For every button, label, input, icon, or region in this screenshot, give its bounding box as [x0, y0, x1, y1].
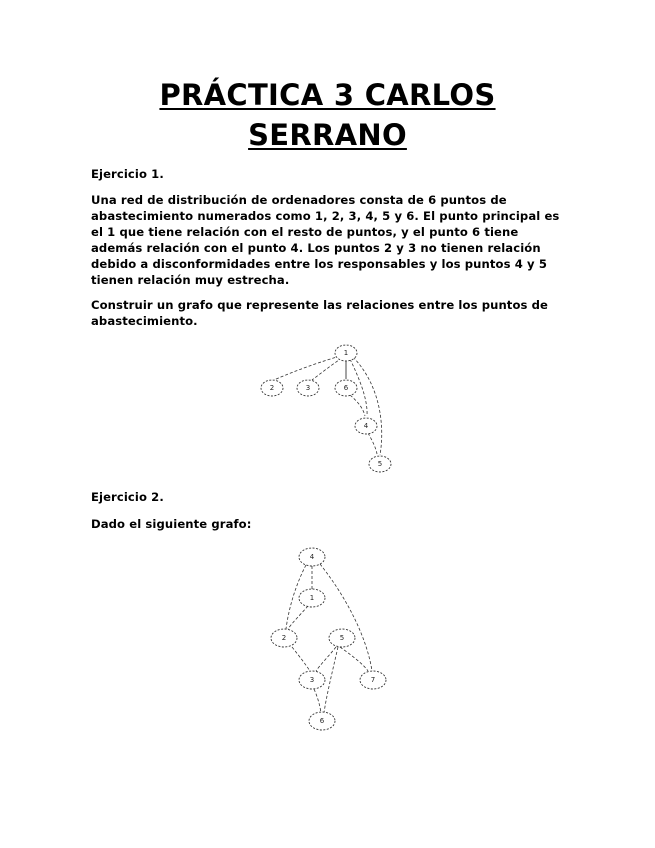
svg-text:5: 5: [377, 460, 383, 468]
svg-text:2: 2: [281, 634, 287, 642]
page-title-line1: PRÁCTICA 3 CARLOS: [159, 78, 496, 112]
edge-5-6: [324, 647, 338, 713]
node-6: [335, 380, 357, 396]
svg-text:3: 3: [305, 384, 311, 392]
exercise2-heading: Ejercicio 2.: [91, 490, 164, 504]
exercise1-task: Construir un grafo que represente las relaciones entre los puntos de abastecimiento.: [91, 298, 549, 328]
edge-1-5: [353, 357, 382, 455]
node-6: [309, 712, 335, 730]
edge-6-4: [350, 395, 365, 416]
edge-5-7: [340, 647, 368, 671]
node-3: [299, 671, 325, 689]
exercise2-graph-svg: [262, 543, 397, 738]
svg-text:5: 5: [339, 634, 345, 642]
exercise1-heading: Ejercicio 1.: [91, 167, 164, 181]
svg-text:4: 4: [309, 553, 315, 561]
exercise1-graph-svg: [250, 340, 400, 475]
edge-1-3: [312, 358, 342, 380]
exercise2-graph: [262, 543, 397, 738]
exercise1-graph: [250, 340, 400, 475]
edge-4-5: [368, 433, 377, 454]
node-1: [335, 345, 357, 361]
node-4: [355, 418, 377, 434]
exercise1-statement: Una red de distribución de ordenadores consta de 6 puntos de abastecimiento numerados como 1, 2, 3, 4, 5 y 6. El punto principal es el 1 que tiene relación con el resto de puntos, y el punto 6 tiene además relación con el punto 4. Los puntos 2 y 3 no tienen relación debido a disconformidades entre los responsables y los puntos 4 y 5 tienen relación muy estrecha.: [91, 193, 560, 287]
svg-text:6: 6: [319, 717, 325, 725]
svg-text:1: 1: [343, 349, 349, 357]
svg-text:6: 6: [343, 384, 349, 392]
node-2: [271, 629, 297, 647]
edge-1-2: [274, 356, 340, 380]
page-title-line2: SERRANO: [248, 118, 407, 152]
node-4: [299, 548, 325, 566]
node-5: [329, 629, 355, 647]
node-2: [261, 380, 283, 396]
svg-text:1: 1: [309, 594, 315, 602]
edge-3-6: [314, 689, 321, 713]
node-1: [299, 589, 325, 607]
node-7: [360, 671, 386, 689]
svg-text:7: 7: [370, 676, 376, 684]
node-5: [369, 456, 391, 472]
edge-1-2: [288, 606, 308, 629]
edge-2-3: [292, 647, 310, 671]
svg-text:2: 2: [269, 384, 275, 392]
svg-text:3: 3: [309, 676, 315, 684]
exercise2-statement: Dado el siguiente grafo:: [91, 517, 252, 531]
edge-4-7: [320, 564, 372, 671]
svg-text:4: 4: [363, 422, 369, 430]
node-3: [297, 380, 319, 396]
